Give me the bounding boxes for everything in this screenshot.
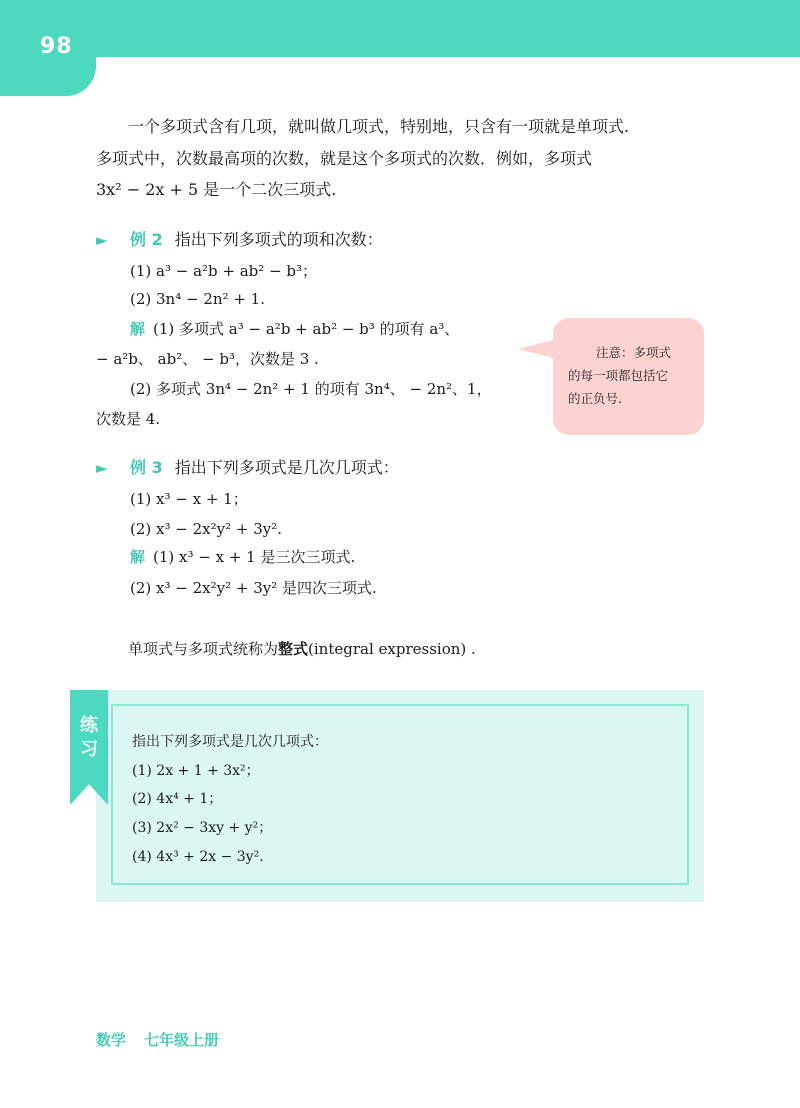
triangle-marker-icon: ►	[96, 459, 108, 477]
example-3-label: 例 3	[130, 458, 163, 477]
footer-subject: 数学	[96, 1031, 127, 1049]
footer	[96, 1029, 219, 1050]
practice-item-4: (4) 4x³ + 2x − 3y².	[132, 849, 264, 865]
example-2-title: 指出下列多项式的项和次数：	[174, 230, 383, 249]
example-3-solution-1: 解 (1) x³ − x + 1 是三次三项式.	[130, 548, 356, 566]
intro-line-2: 多项式中，次数最高项的次数，就是这个多项式的次数．例如，多项式	[96, 149, 593, 168]
example-2-solution-2: (2) 多项式 3n⁴ − 2n² + 1 的项有 3n⁴、 − 2n²、1，	[130, 380, 492, 398]
practice-title: 指出下列多项式是几次几项式：	[132, 734, 328, 750]
definition-sentence: 单项式与多项式统称为整式(integral expression) .	[128, 640, 476, 658]
page-number: 98	[40, 34, 73, 59]
definition-term: 整式	[278, 640, 309, 658]
triangle-marker-icon: ►	[96, 231, 108, 249]
footer-grade: 七年级上册	[144, 1031, 220, 1049]
example-2-item-1: (1) a³ − a²b + ab² − b³；	[130, 262, 318, 280]
example-2-solution-2-cont: 次数是 4.	[96, 410, 161, 428]
example-3-heading	[96, 456, 399, 480]
example-3-item-1: (1) x³ − x + 1；	[130, 490, 248, 508]
example-3-solution-2: (2) x³ − 2x²y² + 3y² 是四次三项式.	[130, 579, 377, 597]
callout-tail	[518, 340, 554, 358]
example-3-item-2: (2) x³ − 2x²y² + 3y².	[130, 520, 282, 538]
header-band	[0, 0, 800, 57]
note-callout-text: 注意：多项式 的每一项都包括它 的正负号.	[568, 345, 672, 406]
example-2-heading	[96, 228, 383, 252]
practice-item-1: (1) 2x + 1 + 3x²；	[132, 763, 260, 779]
practice-item-3: (3) 2x² − 3xy + y²；	[132, 820, 273, 836]
solution-label: 解	[130, 548, 146, 566]
solution-label: 解	[130, 320, 146, 338]
practice-tab-label: 练 习	[80, 715, 98, 760]
example-2-solution-1-cont: − a²b、 ab²、 − b³，次数是 3 .	[96, 350, 319, 368]
example-2-solution-1: 解 (1) 多项式 a³ − a²b + ab² − b³ 的项有 a³、	[130, 320, 460, 338]
example-2-item-2: (2) 3n⁴ − 2n² + 1.	[130, 290, 265, 308]
example-2-label: 例 2	[130, 230, 163, 249]
intro-line-1: 一个多项式含有几项，就叫做几项式，特别地，只含有一项就是单项式.	[128, 117, 630, 136]
intro-line-3: 3x² − 2x + 5 是一个二次三项式.	[96, 180, 337, 199]
example-3-title: 指出下列多项式是几次几项式：	[174, 458, 399, 477]
practice-item-2: (2) 4x⁴ + 1；	[132, 791, 223, 807]
